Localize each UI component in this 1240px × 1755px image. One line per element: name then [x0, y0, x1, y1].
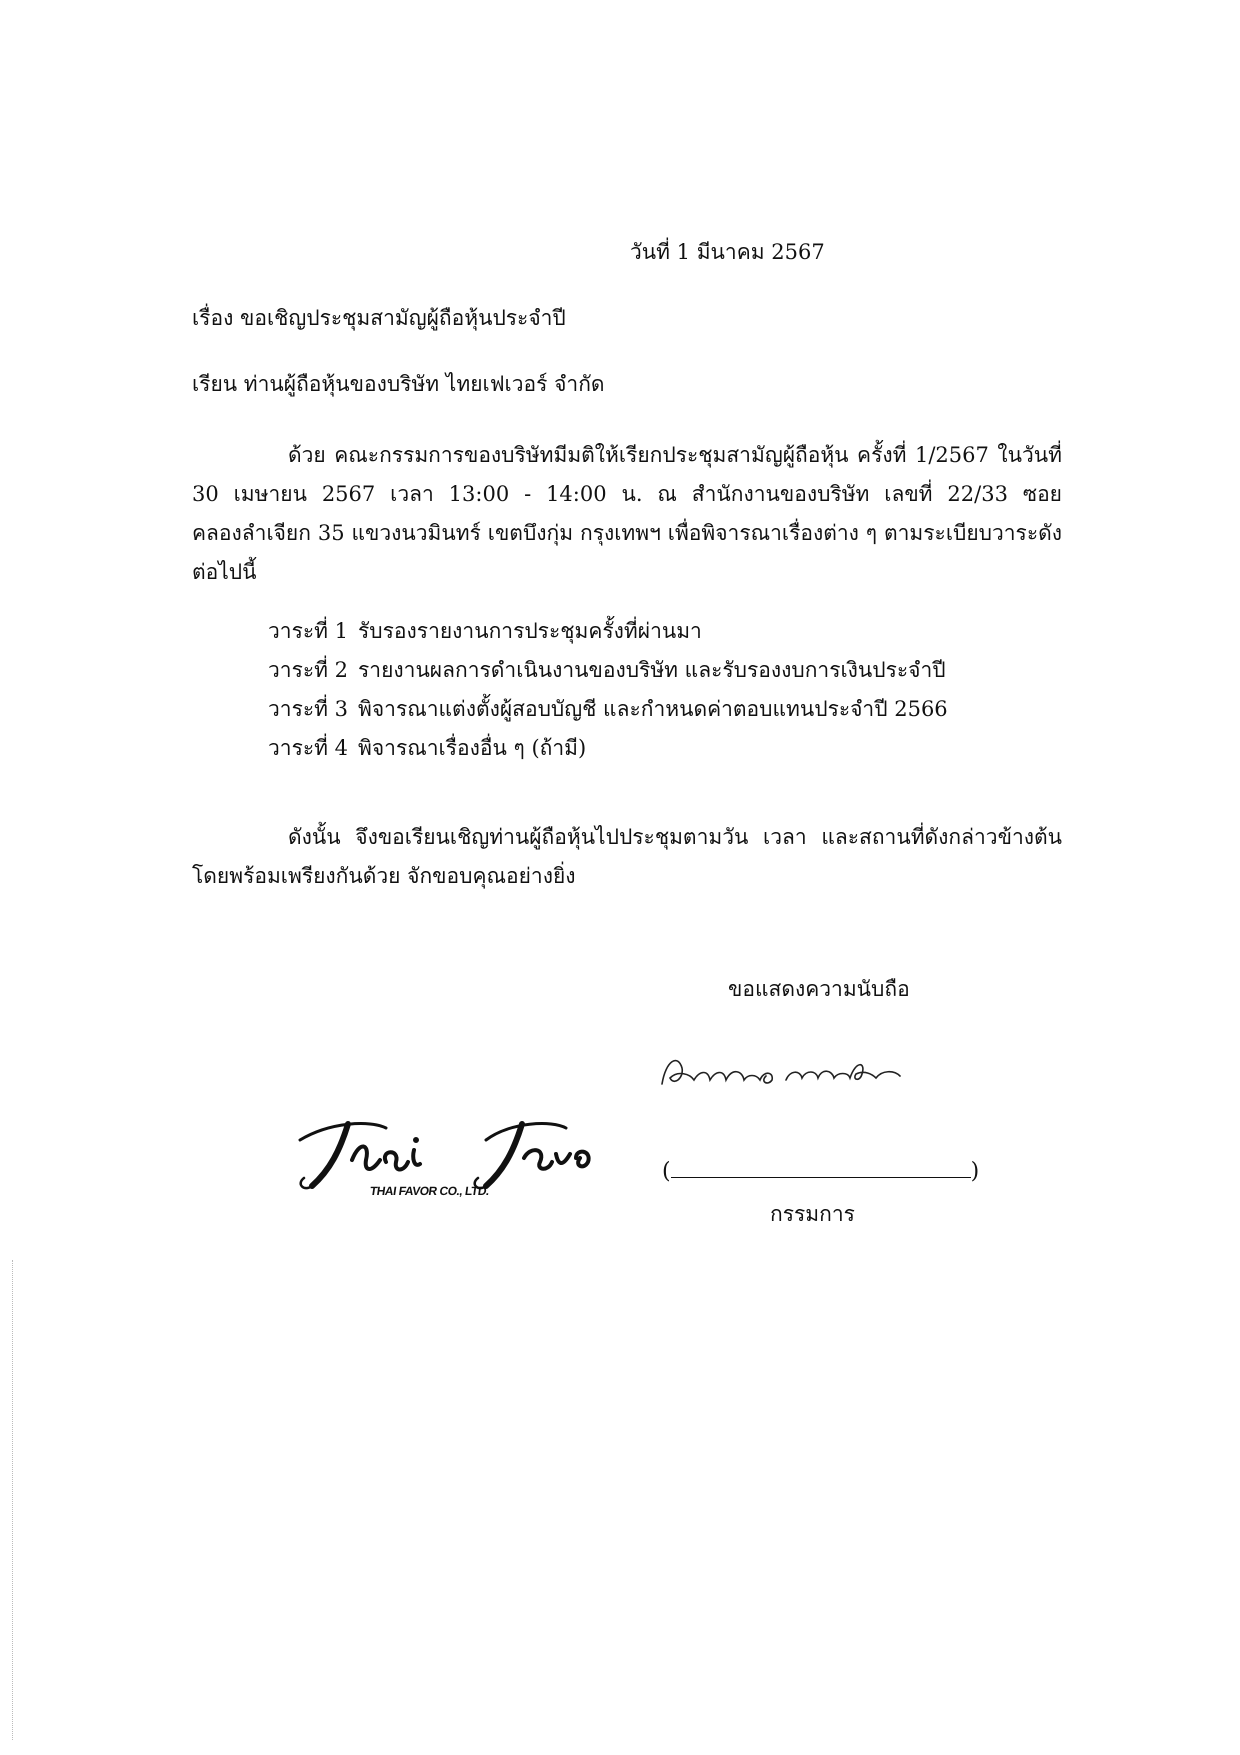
agenda-item	[268, 729, 948, 768]
letter-date: วันที่ 1 มีนาคม 2567	[630, 240, 825, 264]
agenda-item	[268, 612, 948, 651]
scan-edge-artifact	[12, 1260, 14, 1740]
closing-salutation: ขอแสดงความนับถือ	[728, 977, 910, 1001]
stamp-company-name: THAI FAVOR CO., LTD.	[369, 1184, 490, 1198]
signer-open-paren: (	[662, 1159, 671, 1184]
agenda-item-text: รายงานผลการดำเนินงานของบริษัท และรับรองงบการเงินประจำปี	[358, 658, 946, 682]
closing-paragraph-text: ดังนั้น จึงขอเรียนเชิญท่านผู้ถือหุ้นไปประชุมตามวัน เวลา และสถานที่ดังกล่าวข้างต้นโดยพร้อมเพรียงกันด้วย จักขอบคุณอย่างยิ่ง	[192, 825, 1062, 888]
agenda-item-text: รับรองรายงานการประชุมครั้งที่ผ่านมา	[358, 619, 702, 643]
signature-rule	[671, 1159, 971, 1178]
agenda-list	[268, 612, 948, 768]
agenda-item-text: พิจารณาเรื่องอื่น ๆ (ถ้ามี)	[358, 736, 587, 760]
signer-name-line	[662, 1158, 979, 1186]
agenda-item-label: วาระที่ 4	[268, 736, 349, 760]
letter-salutation: เรียน ท่านผู้ถือหุ้นของบริษัท ไทยเฟเวอร์ จำกัด	[192, 372, 605, 396]
intro-paragraph	[192, 436, 1062, 592]
intro-paragraph-text: ด้วย คณะกรรมการของบริษัทมีมติให้เรียกประชุมสามัญผู้ถือหุ้น ครั้งที่ 1/2567 ในวันที่ 30 เมษายน 2567 เวลา 13:00 - 14:00 น. ณ สำนักงานของบริษัท เลขที่ 22/33 ซอยคลองลำเจียก 35 แขวงนวมินทร์ เขตบึงกุ่ม กรุงเทพฯ เพื่อพิจารณาเรื่องต่าง ๆ ตามระเบียบวาระดังต่อไปนี้	[192, 443, 1062, 584]
agenda-item-label: วาระที่ 2	[268, 658, 349, 682]
agenda-item-text: พิจารณาแต่งตั้งผู้สอบบัญชี และกำหนดค่าตอบแทนประจำปี 2566	[358, 697, 948, 721]
signer-close-paren: )	[970, 1159, 980, 1184]
closing-paragraph	[192, 818, 1062, 896]
agenda-item-label: วาระที่ 1	[268, 619, 349, 643]
agenda-item-label: วาระที่ 3	[268, 697, 349, 721]
letter-subject: เรื่อง ขอเชิญประชุมสามัญผู้ถือหุ้นประจำปี	[192, 306, 566, 330]
agenda-item	[268, 651, 948, 690]
handwritten-signature	[656, 1040, 916, 1100]
agenda-item	[268, 690, 948, 729]
signer-title: กรรมการ	[770, 1202, 855, 1226]
